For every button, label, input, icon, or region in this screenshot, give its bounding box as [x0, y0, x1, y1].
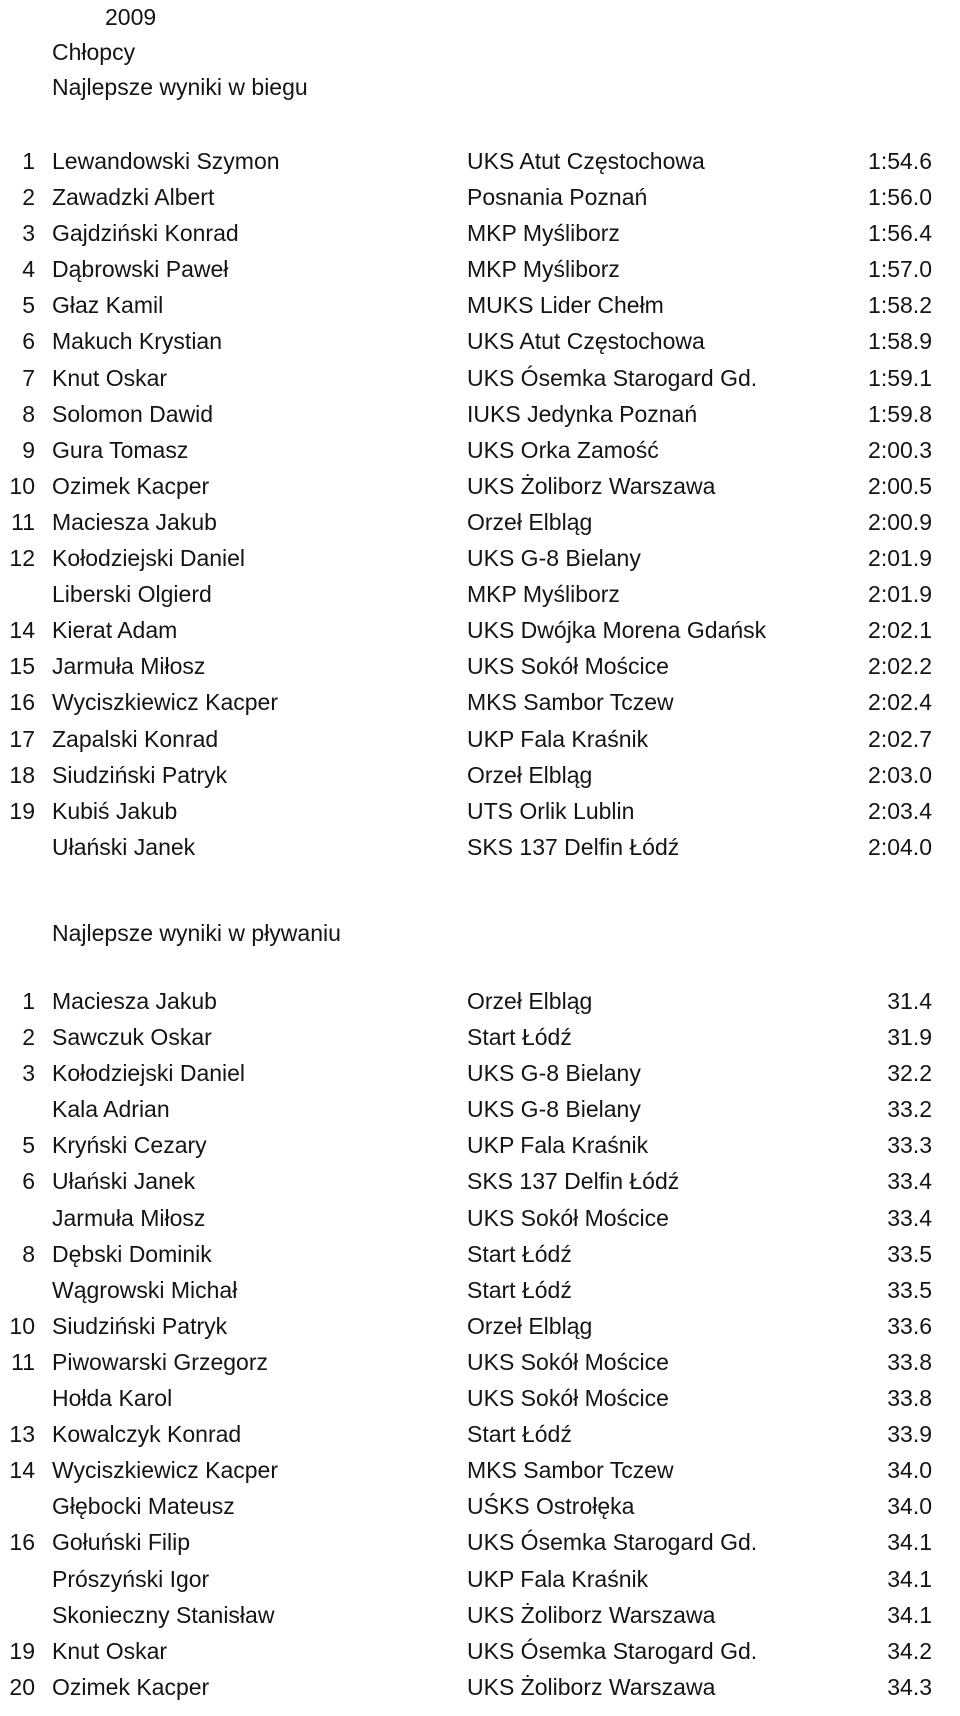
club-cell: UKS Ósemka Starogard Gd.	[467, 1529, 758, 1556]
rank-cell: 1	[22, 148, 35, 174]
result-time-cell: 2:03.0	[868, 761, 932, 788]
club-cell: UKS Sokół Mościce	[467, 1385, 669, 1412]
rank-cell: 9	[22, 436, 35, 463]
club-cell: IUKS Jedynka Poznań	[467, 400, 698, 427]
athlete-name-cell: Hołda Karol	[52, 1385, 173, 1412]
club-cell: Posnania Poznań	[467, 184, 648, 211]
club-cell: MKP Myśliborz	[467, 220, 620, 247]
athlete-name-cell: Gołuński Filip	[52, 1529, 191, 1556]
club-cell: UKP Fala Kraśnik	[467, 725, 649, 752]
rank-cell: 3	[22, 220, 35, 247]
athlete-name-cell: Kubiś Jakub	[52, 797, 178, 824]
result-time-cell: 31.4	[887, 988, 932, 1014]
running-section-title: Najlepsze wyniki w biegu	[52, 74, 308, 100]
result-row	[0, 1275, 960, 1311]
result-time-cell: 32.2	[887, 1060, 932, 1087]
athlete-name-cell: Knut Oskar	[52, 364, 168, 391]
result-time-cell: 1:59.1	[868, 364, 932, 391]
rank-cell: 10	[9, 472, 35, 499]
result-row	[0, 182, 960, 218]
club-cell: MKP Myśliborz	[467, 581, 620, 608]
result-time-cell: 34.0	[887, 1457, 932, 1484]
athlete-name-cell: Dąbrowski Paweł	[52, 256, 229, 283]
athlete-name-cell: Wyciszkiewicz Kacper	[52, 1457, 279, 1484]
rank-cell: 6	[22, 1168, 35, 1195]
result-row	[0, 986, 960, 1022]
result-time-cell: 2:01.9	[868, 545, 932, 572]
result-row	[0, 1636, 960, 1672]
athlete-name-cell: Kowalczyk Konrad	[52, 1421, 242, 1448]
club-cell: Start Łódź	[467, 1276, 572, 1303]
result-time-cell: 33.8	[887, 1348, 932, 1375]
club-cell: UKS Ósemka Starogard Gd.	[467, 364, 758, 391]
result-row	[0, 579, 960, 615]
running-results-table	[0, 146, 960, 868]
club-cell: Orzeł Elbląg	[467, 508, 593, 535]
result-row	[0, 724, 960, 760]
club-cell: SKS 137 Delfin Łódź	[467, 1168, 680, 1195]
rank-cell: 14	[9, 617, 35, 644]
result-row	[0, 1419, 960, 1455]
club-cell: UŚKS Ostrołęka	[467, 1493, 635, 1520]
result-row	[0, 507, 960, 543]
result-row	[0, 615, 960, 651]
result-time-cell: 2:01.9	[868, 581, 932, 608]
rank-cell: 16	[9, 689, 35, 716]
result-row	[0, 687, 960, 723]
result-time-cell: 34.1	[887, 1529, 932, 1556]
result-row	[0, 1455, 960, 1491]
result-row	[0, 435, 960, 471]
athlete-name-cell: Piwowarski Grzegorz	[52, 1348, 268, 1375]
result-time-cell: 33.9	[887, 1421, 932, 1448]
result-time-cell: 2:03.4	[868, 797, 932, 824]
club-cell: UKS G-8 Bielany	[467, 545, 641, 572]
athlete-name-cell: Jarmuła Miłosz	[52, 1204, 206, 1231]
result-row	[0, 543, 960, 579]
rank-cell: 17	[9, 725, 35, 752]
year-heading: 2009	[105, 4, 157, 30]
athlete-name-cell: Liberski Olgierd	[52, 581, 212, 608]
result-time-cell: 33.5	[887, 1240, 932, 1267]
athlete-name-cell: Kierat Adam	[52, 617, 178, 644]
result-row	[0, 1130, 960, 1166]
result-row	[0, 218, 960, 254]
category-heading: Chłopcy	[52, 39, 136, 65]
athlete-name-cell: Głębocki Mateusz	[52, 1493, 235, 1520]
rank-cell: 11	[11, 508, 35, 535]
result-row	[0, 326, 960, 362]
result-row	[0, 651, 960, 687]
result-row	[0, 1383, 960, 1419]
rank-cell: 6	[22, 328, 35, 355]
club-cell: MUKS Lider Chełm	[467, 292, 664, 319]
athlete-name-cell: Skonieczny Stanisław	[52, 1601, 275, 1628]
rank-cell: 19	[9, 797, 35, 824]
rank-cell: 16	[9, 1529, 35, 1556]
result-row	[0, 1166, 960, 1202]
result-time-cell: 1:58.9	[868, 328, 932, 355]
club-cell: Start Łódź	[467, 1421, 572, 1448]
rank-cell: 7	[22, 364, 35, 391]
result-row	[0, 1672, 960, 1708]
athlete-name-cell: Prószyński Igor	[52, 1565, 210, 1592]
athlete-name-cell: Ozimek Kacper	[52, 472, 210, 499]
result-row	[0, 1491, 960, 1527]
result-row	[0, 146, 960, 182]
athlete-name-cell: Knut Oskar	[52, 1637, 168, 1664]
rank-cell: 18	[9, 761, 35, 788]
rank-cell: 12	[9, 545, 35, 572]
athlete-name-cell: Ułański Janek	[52, 1168, 196, 1195]
rank-cell: 14	[9, 1457, 35, 1484]
result-row	[0, 1203, 960, 1239]
rank-cell: 20	[9, 1673, 35, 1700]
club-cell: MKS Sambor Tczew	[467, 1457, 674, 1484]
club-cell: SKS 137 Delfin Łódź	[467, 833, 680, 860]
rank-cell: 13	[9, 1421, 35, 1448]
result-time-cell: 1:59.8	[868, 400, 932, 427]
athlete-name-cell: Wągrowski Michał	[52, 1276, 238, 1303]
swimming-results-table	[0, 986, 960, 1708]
athlete-name-cell: Wyciszkiewicz Kacper	[52, 689, 279, 716]
club-cell: UKS Orka Zamość	[467, 436, 659, 463]
rank-cell: 8	[22, 1240, 35, 1267]
athlete-name-cell: Gura Tomasz	[52, 436, 189, 463]
result-time-cell: 1:54.6	[868, 148, 932, 174]
athlete-name-cell: Ułański Janek	[52, 833, 196, 860]
result-time-cell: 2:02.1	[868, 617, 932, 644]
rank-cell: 15	[9, 653, 35, 680]
result-row	[0, 1058, 960, 1094]
athlete-name-cell: Ozimek Kacper	[52, 1673, 210, 1700]
result-row	[0, 1600, 960, 1636]
rank-cell: 11	[11, 1348, 35, 1375]
club-cell: Orzeł Elbląg	[467, 988, 593, 1014]
rank-cell: 2	[22, 184, 35, 211]
result-row	[0, 1094, 960, 1130]
athlete-name-cell: Siudziński Patryk	[52, 1312, 228, 1339]
result-time-cell: 33.6	[887, 1312, 932, 1339]
rank-cell: 5	[22, 1132, 35, 1159]
result-row	[0, 1311, 960, 1347]
club-cell: Start Łódź	[467, 1240, 572, 1267]
club-cell: Orzeł Elbląg	[467, 761, 593, 788]
result-time-cell: 34.2	[887, 1637, 932, 1664]
club-cell: UKS Sokół Mościce	[467, 653, 669, 680]
athlete-name-cell: Kryński Cezary	[52, 1132, 207, 1159]
athlete-name-cell: Głaz Kamil	[52, 292, 164, 319]
result-row	[0, 1347, 960, 1383]
club-cell: UKS Atut Częstochowa	[467, 328, 705, 355]
result-row	[0, 290, 960, 326]
athlete-name-cell: Kołodziejski Daniel	[52, 1060, 246, 1087]
club-cell: UKS Żoliborz Warszawa	[467, 472, 716, 499]
club-cell: Orzeł Elbląg	[467, 1312, 593, 1339]
rank-cell: 19	[9, 1637, 35, 1664]
result-time-cell: 33.4	[887, 1168, 932, 1195]
club-cell: MKP Myśliborz	[467, 256, 620, 283]
athlete-name-cell: Zawadzki Albert	[52, 184, 215, 211]
athlete-name-cell: Sawczuk Oskar	[52, 1024, 212, 1051]
result-row	[0, 1564, 960, 1600]
athlete-name-cell: Kołodziejski Daniel	[52, 545, 246, 572]
rank-cell: 5	[22, 292, 35, 319]
result-row	[0, 1022, 960, 1058]
result-time-cell: 2:02.7	[868, 725, 932, 752]
club-cell: UKS Dwójka Morena Gdańsk	[467, 617, 767, 644]
club-cell: UTS Orlik Lublin	[467, 797, 635, 824]
result-row	[0, 399, 960, 435]
club-cell: UKS Żoliborz Warszawa	[467, 1601, 716, 1628]
rank-cell: 3	[22, 1060, 35, 1087]
club-cell: UKS Ósemka Starogard Gd.	[467, 1637, 758, 1664]
result-time-cell: 34.0	[887, 1493, 932, 1520]
athlete-name-cell: Jarmuła Miłosz	[52, 653, 206, 680]
rank-cell: 8	[22, 400, 35, 427]
swimming-section-title: Najlepsze wyniki w pływaniu	[52, 920, 341, 946]
result-time-cell: 33.4	[887, 1204, 932, 1231]
athlete-name-cell: Zapalski Konrad	[52, 725, 219, 752]
result-time-cell: 34.3	[887, 1673, 932, 1700]
athlete-name-cell: Kala Adrian	[52, 1096, 170, 1123]
athlete-name-cell: Siudziński Patryk	[52, 761, 228, 788]
result-time-cell: 2:00.3	[868, 436, 932, 463]
athlete-name-cell: Maciesza Jakub	[52, 508, 217, 535]
result-time-cell: 1:56.0	[868, 184, 932, 211]
club-cell: UKS G-8 Bielany	[467, 1096, 641, 1123]
result-time-cell: 1:57.0	[868, 256, 932, 283]
result-row	[0, 1239, 960, 1275]
athlete-name-cell: Dębski Dominik	[52, 1240, 212, 1267]
result-time-cell: 31.9	[887, 1024, 932, 1051]
club-cell: UKS Atut Częstochowa	[467, 148, 705, 174]
athlete-name-cell: Gajdziński Konrad	[52, 220, 239, 247]
result-time-cell: 2:00.9	[868, 508, 932, 535]
result-time-cell: 33.2	[887, 1096, 932, 1123]
result-row	[0, 832, 960, 868]
result-time-cell: 33.3	[887, 1132, 932, 1159]
athlete-name-cell: Makuch Krystian	[52, 328, 223, 355]
result-time-cell: 34.1	[887, 1565, 932, 1592]
rank-cell: 2	[22, 1024, 35, 1051]
athlete-name-cell: Maciesza Jakub	[52, 988, 217, 1014]
club-cell: UKP Fala Kraśnik	[467, 1565, 649, 1592]
rank-cell: 4	[22, 256, 35, 283]
rank-cell: 10	[9, 1312, 35, 1339]
result-time-cell: 2:02.2	[868, 653, 932, 680]
result-time-cell: 33.8	[887, 1385, 932, 1412]
club-cell: UKS Sokół Mościce	[467, 1204, 669, 1231]
result-time-cell: 2:00.5	[868, 472, 932, 499]
club-cell: Start Łódź	[467, 1024, 572, 1051]
club-cell: MKS Sambor Tczew	[467, 689, 674, 716]
club-cell: UKS Sokół Mościce	[467, 1348, 669, 1375]
result-row	[0, 363, 960, 399]
club-cell: UKS Żoliborz Warszawa	[467, 1673, 716, 1700]
result-time-cell: 1:56.4	[868, 220, 932, 247]
result-time-cell: 1:58.2	[868, 292, 932, 319]
rank-cell: 1	[22, 988, 35, 1014]
result-row	[0, 1527, 960, 1563]
athlete-name-cell: Lewandowski Szymon	[52, 148, 280, 174]
athlete-name-cell: Solomon Dawid	[52, 400, 214, 427]
result-time-cell: 2:04.0	[868, 833, 932, 860]
result-row	[0, 760, 960, 796]
result-time-cell: 33.5	[887, 1276, 932, 1303]
result-time-cell: 34.1	[887, 1601, 932, 1628]
result-row	[0, 796, 960, 832]
result-row	[0, 471, 960, 507]
result-row	[0, 254, 960, 290]
result-time-cell: 2:02.4	[868, 689, 932, 716]
club-cell: UKS G-8 Bielany	[467, 1060, 641, 1087]
club-cell: UKP Fala Kraśnik	[467, 1132, 649, 1159]
